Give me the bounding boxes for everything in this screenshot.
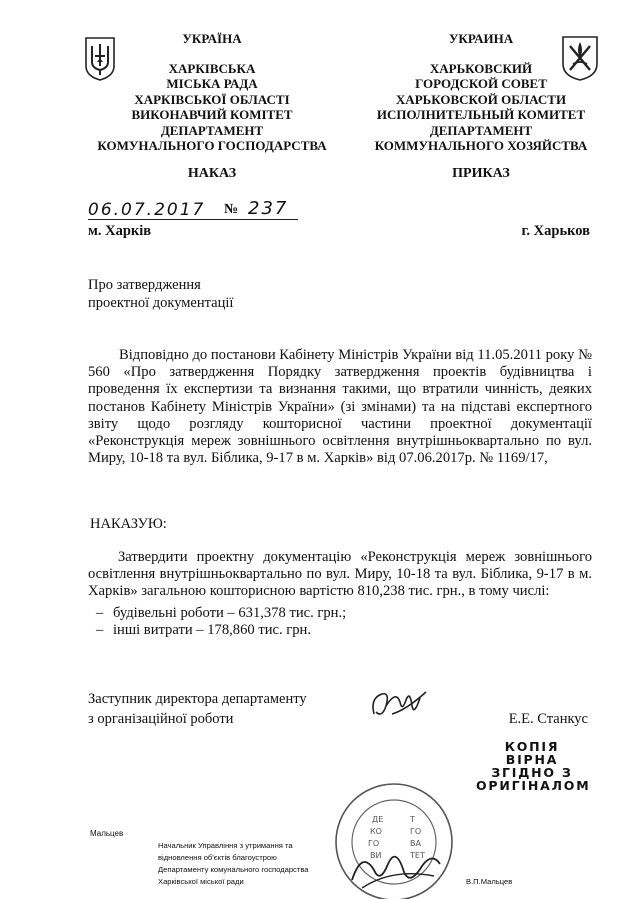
list-item: – будівельні роботи – 631,378 тис. грн.;	[96, 605, 347, 621]
date-number-line	[88, 200, 298, 220]
header-right-line: ИСПОЛНИТЕЛЬНЫЙ КОМИТЕТ	[376, 107, 586, 122]
items-list	[96, 605, 346, 639]
header-left-line: ДЕПАРТАМЕНТ	[160, 122, 264, 138]
header-left-line: ВИКОНАВЧИЙ КОМІТЕТ	[131, 107, 293, 122]
copy-stamp-line: ОРИГІНАЛОМ	[476, 778, 591, 793]
header-right-line: ГОРОДСКОЙ СОВЕТ	[415, 76, 547, 91]
order-word: НАКАЗУЮ:	[90, 516, 167, 532]
header-right	[356, 31, 606, 154]
svg-text:ВА: ВА	[410, 839, 421, 848]
header-left-line: ХАРКІВСЬКА	[168, 60, 256, 76]
svg-text:ГО: ГО	[410, 827, 422, 836]
svg-text:ВИ: ВИ	[370, 851, 382, 860]
handwritten-signature	[366, 684, 430, 728]
order-text: Затвердити проектну документацію «Реконструкція мереж зовнішнього освітлення внутрішньоквартально по вул. Миру, 10-18 та вул. Біблика, 9-17 в м. Харків» загальною кошторисною вартістю 810,238 тис. грн., в тому числі:	[88, 549, 592, 600]
header-left-line: КОМУНАЛЬНОГО ГОСПОДАРСТВА	[97, 138, 327, 153]
order-date: 06.07.2017	[88, 200, 206, 220]
order-number: 237	[248, 198, 289, 219]
certifier-line: Начальник Управління з утримання та	[158, 841, 293, 850]
svg-text:ДЕ: ДЕ	[372, 815, 384, 824]
certifier-block	[158, 840, 338, 888]
doc-type-ru: ПРИКАЗ	[452, 166, 510, 181]
header-left-line: ХАРКІВСЬКОЇ ОБЛАСТІ	[134, 91, 290, 107]
copy-stamp	[476, 739, 591, 793]
number-sign: №	[224, 202, 239, 217]
copy-stamp-line: ЗГІДНО З	[491, 765, 573, 780]
header-right-line: ХАРЬКОВСКИЙ	[429, 60, 533, 76]
header-left	[70, 31, 354, 154]
list-item: – інші витрати – 178,860 тис. грн.	[96, 622, 312, 639]
date-underline	[88, 219, 298, 220]
copy-stamp-line: КОПІЯ ВІРНА	[504, 739, 560, 767]
round-seal-stamp	[322, 772, 462, 899]
city-ru: г. Харьков	[521, 223, 590, 239]
subject-line: Про затвердження	[88, 277, 201, 293]
subject-line: проектної документації	[88, 295, 234, 311]
header-right-line: ХАРЬКОВСКОЙ ОБЛАСТИ	[395, 91, 567, 107]
doc-type-ua: НАКАЗ	[187, 166, 237, 181]
preamble: Відповідно до постанови Кабінету Міністрів України від 11.05.2011 року № 560 «Про затвердження Порядку затвердження проектів будівництва і проведення їх експертизи та визнання такими, що втратили чинність, деяких постанов Кабінету Міністрів України» (зі змінами) та на підставі експертного звіту щодо розгляду кошторисної частини проектної документації «Реконструкція мереж зовнішнього освітлення внутрішньоквартально по вул. Миру, 10-18 та вул. Біблика, 9-17 в м. Харків» від 07.06.2017р. № 1169/17,	[88, 347, 592, 467]
signatory-position	[88, 689, 307, 729]
certifier-name: В.П.Мальцев	[466, 877, 513, 886]
svg-text:ГО: ГО	[368, 839, 380, 848]
executor: Мальцев	[90, 829, 124, 838]
header-right-country: УКРАИНА	[448, 31, 514, 46]
header-right-line: ДЕПАРТАМЕНТ	[429, 122, 533, 138]
header-right-line: КОММУНАЛЬНОГО ХОЗЯЙСТВА	[374, 138, 588, 153]
signatory-position-line: Заступник директора департаменту	[88, 691, 307, 707]
header-left-line: МІСЬКА РАДА	[166, 76, 258, 91]
certifier-line: відновлення об'єктів благоустрою	[158, 853, 277, 862]
city-ua: м. Харків	[88, 223, 152, 239]
svg-text:КО: КО	[370, 827, 382, 836]
header-left-country: УКРАЇНА	[182, 31, 242, 46]
certifier-line: Харківської міської ради	[158, 877, 244, 886]
svg-text:Т: Т	[410, 815, 415, 824]
certifier-line: Департаменту комунального господарства	[158, 865, 309, 874]
signatory-position-line: з організаційної роботи	[88, 711, 234, 727]
svg-text:ТЕТ: ТЕТ	[410, 851, 425, 860]
signatory-name: Е.Е. Станкус	[508, 711, 588, 727]
subject	[88, 276, 233, 312]
